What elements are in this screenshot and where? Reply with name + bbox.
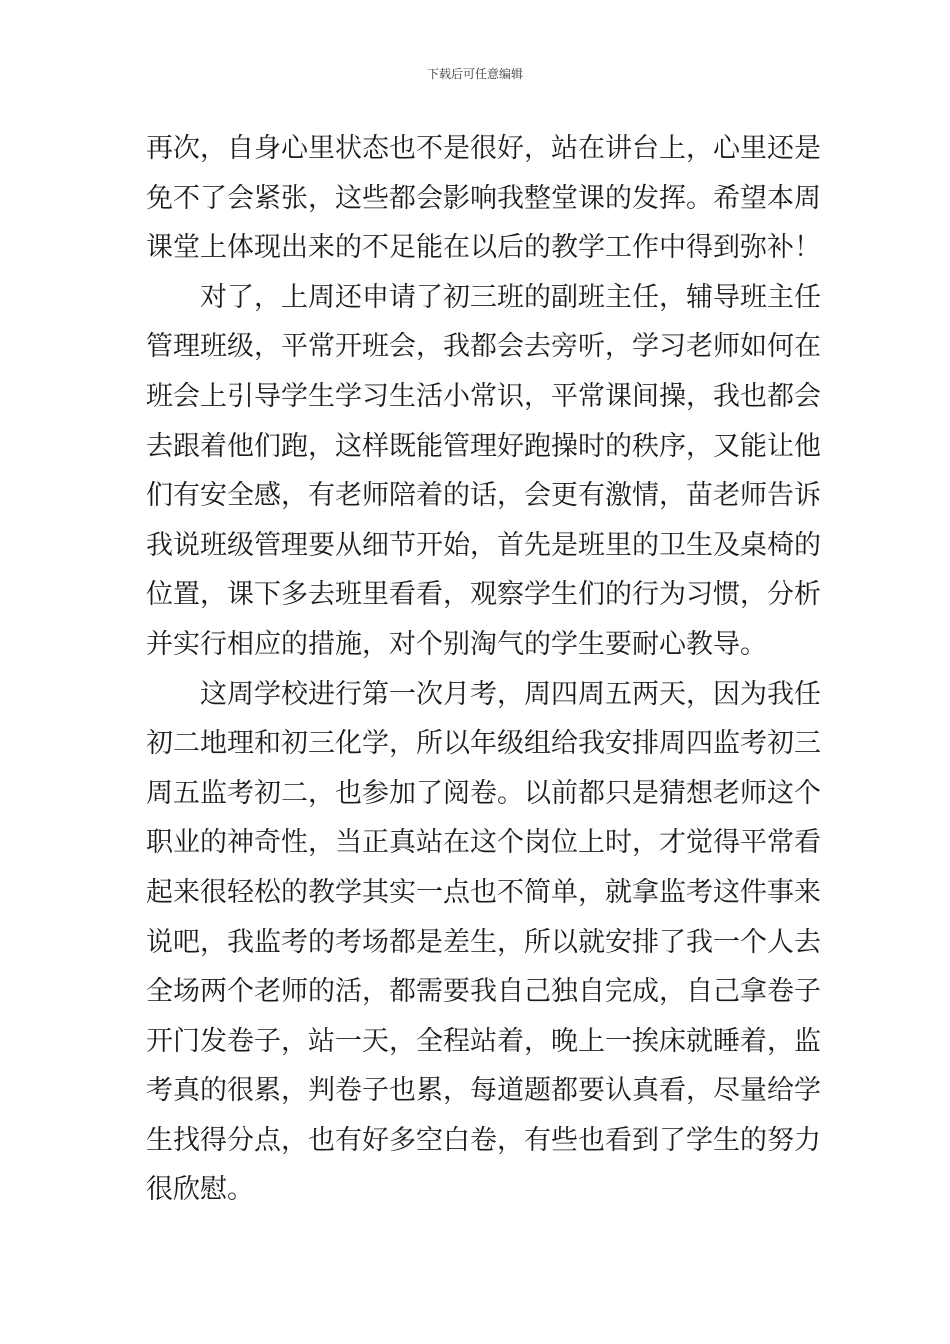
paragraph <box>146 273 821 670</box>
text-line: 很欣慰。 <box>146 1174 254 1206</box>
text-line: 生找得分点，也有好多空白卷，有些也看到了学生的努力 <box>146 1124 821 1156</box>
text-line: 我说班级管理要从细节开始，首先是班里的卫生及桌椅的 <box>146 529 821 561</box>
paragraph <box>146 124 821 273</box>
text-line: 再次，自身心里状态也不是很好，站在讲台上，心里还是 <box>146 133 821 164</box>
document-body <box>146 124 821 1215</box>
paragraph <box>146 670 821 1216</box>
text-line: 课堂上体现出来的不足能在以后的教学工作中得到弥补！ <box>146 232 821 264</box>
text-line: 全场两个老师的活，都需要我自己独自完成，自己拿卷子 <box>146 976 821 1008</box>
text-line: 职业的神奇性，当正真站在这个岗位上时，才觉得平常看 <box>146 827 821 859</box>
text-line: 说吧，我监考的考场都是差生，所以就安排了我一个人去 <box>146 926 821 958</box>
text-line: 开门发卷子，站一天，全程站着，晚上一挨床就睡着，监 <box>146 1025 821 1057</box>
text-line: 们有安全感，有老师陪着的话，会更有激情，苗老师告诉 <box>146 480 821 512</box>
text-line: 起来很轻松的教学其实一点也不简单，就拿监考这件事来 <box>146 876 821 908</box>
text-line: 位置，课下多去班里看看，观察学生们的行为习惯，分析 <box>146 579 821 611</box>
text-line: 管理班级，平常开班会，我都会去旁听，学习老师如何在 <box>146 331 821 363</box>
text-line: 并实行相应的措施，对个别淘气的学生要耐心教导。 <box>146 628 767 660</box>
text-line: 这周学校进行第一次月考，周四周五两天，因为我任 <box>200 678 821 710</box>
text-line: 初二地理和初三化学，所以年级组给我安排周四监考初三 <box>146 728 821 760</box>
text-line: 免不了会紧张，这些都会影响我整堂课的发挥。希望本周 <box>146 182 821 214</box>
text-line: 对了，上周还申请了初三班的副班主任，辅导班主任 <box>200 281 821 313</box>
text-line: 去跟着他们跑，这样既能管理好跑操时的秩序，又能让他 <box>146 430 821 462</box>
page-header: 下载后可任意编辑 <box>426 67 523 81</box>
text-line: 班会上引导学生学习生活小常识，平常课间操，我也都会 <box>146 380 821 412</box>
text-line: 周五监考初二，也参加了阅卷。以前都只是猜想老师这个 <box>146 777 821 809</box>
text-line: 考真的很累，判卷子也累，每道题都要认真看，尽量给学 <box>146 1075 821 1107</box>
